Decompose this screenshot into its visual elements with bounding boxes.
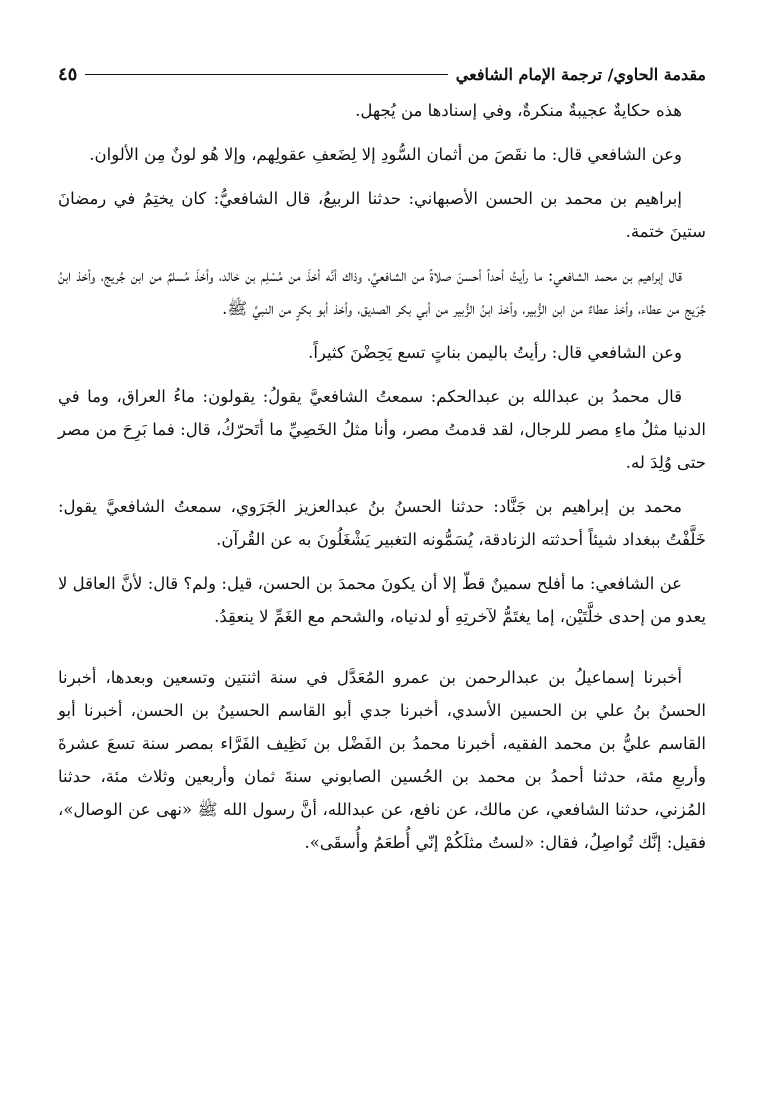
running-header <box>58 58 706 90</box>
paragraph: قال إبراهيم بن محمد الشافعي: ما رأيتُ أحداً أحسنَ صلاةً من الشافعيِّ، وذاك أنَّه أخذَ من مُسْلِم بن خالد، وأخذَ مُسلمٌ من ابن جُريج، وأخذ ابنُ جُرَيج من عطاء، وأخذ عطاءٌ من ابن الزُّبير، وأخذ ابنُ الزُّبير من أبي بكر الصديق، وأخذ أبو بكرٍ من النبيِّ ﷺ. <box>58 266 706 318</box>
paragraph: أخبرنا إسماعيلُ بن عبدالرحمن بن عمرو المُعَدَّل في سنة اثنتين وتسعين وبعدها، أخبرنا الحسنُ بنُ علي بن الحسين الأسدي، أخبرنا جدي أبو القاسم الحسينُ بن الحسن، أخبرنا أبو القاسم عليُّ بن محمد الفقيه، أخبرنا محمدُ بن الفَضْل بن نَظِيف الفَرَّاء بمصر سنة تسعَ عشرةَ وأربعِ مئة، حدثنا أحمدُ بن محمد بن الحُسين الصابوني سنةَ ثمان وأربعين وثلاث مئة، حدثنا المُزني، حدثنا الشافعي، عن مالك، عن نافع، عن عبدالله، أنَّ رسول الله ﷺ «نهى عن الوصال»، فقيل: إنَّك تُواصِلُ، فقال: «لستُ مثلَكُمْ إنّي أُطعَمُ وأُسقَى». <box>58 668 706 852</box>
paragraph: وعن الشافعي قال: رأيتُ باليمن بناتٍ تسع يَحِضْنَ كثيراً. <box>308 343 682 362</box>
paragraph: قال محمدُ بن عبدالله بن عبدالحكم: سمعتُ الشافعيَّ يقولُ: يقولون: ماءُ العراق، وما في الدنيا مثلُ ماءِ مصر للرجال، لقد قدمتُ مصر، وأنا مثلُ الخَصِيِّ ما أتَحرّكُ، قال: فما بَرِحَ من مصر حتى وُلِدَ له. <box>58 387 706 472</box>
paragraph: وعن الشافعي قال: ما نقَصَ من أثمان السُّودِ إلا لِضَعفِ عقولِهم، وإلا هُو لونٌ مِن الألوان. <box>89 145 682 164</box>
paragraph: إبراهيم بن محمد بن الحسن الأصبهاني: حدثنا الربيعُ، قال الشافعيُّ: كان يختِمُ في رمضانَ ستينَ ختمة. <box>58 189 706 241</box>
header-rule <box>85 74 447 75</box>
paragraph: عن الشافعي: ما أفلح سمينٌ قطّ إلا أن يكونَ محمدَ بن الحسن، قيل: ولم؟ قال: لأنَّ العاقل لا يعدو من إحدى خلَّتَيْن، إما يغتَمُّ لآخرتِهِ أو لدنياه، والشحم مع الغَمِّ لا ينعقِدُ. <box>58 574 706 626</box>
page-number: ٤٥ <box>58 63 78 85</box>
book-page <box>58 58 706 870</box>
header-title: مقدمة الحاوي/ ترجمة الإمام الشافعي <box>455 64 706 84</box>
paragraph: هذه حكايةٌ عجيبةٌ منكرةٌ، وفي إسنادها من يُجهل. <box>355 101 682 120</box>
paragraph: محمد بن إبراهيم بن جَنَّاد: حدثنا الحسنُ بنُ عبدالعزيز الجَرَوي، سمعتُ الشافعيَّ يقول: خَلَّفْتُ ببغداد شيئاً أحدثته الزنادقة، يُسَمُّونه التغبير يَشْغَلُونَ به عن القُرآن. <box>58 497 706 549</box>
